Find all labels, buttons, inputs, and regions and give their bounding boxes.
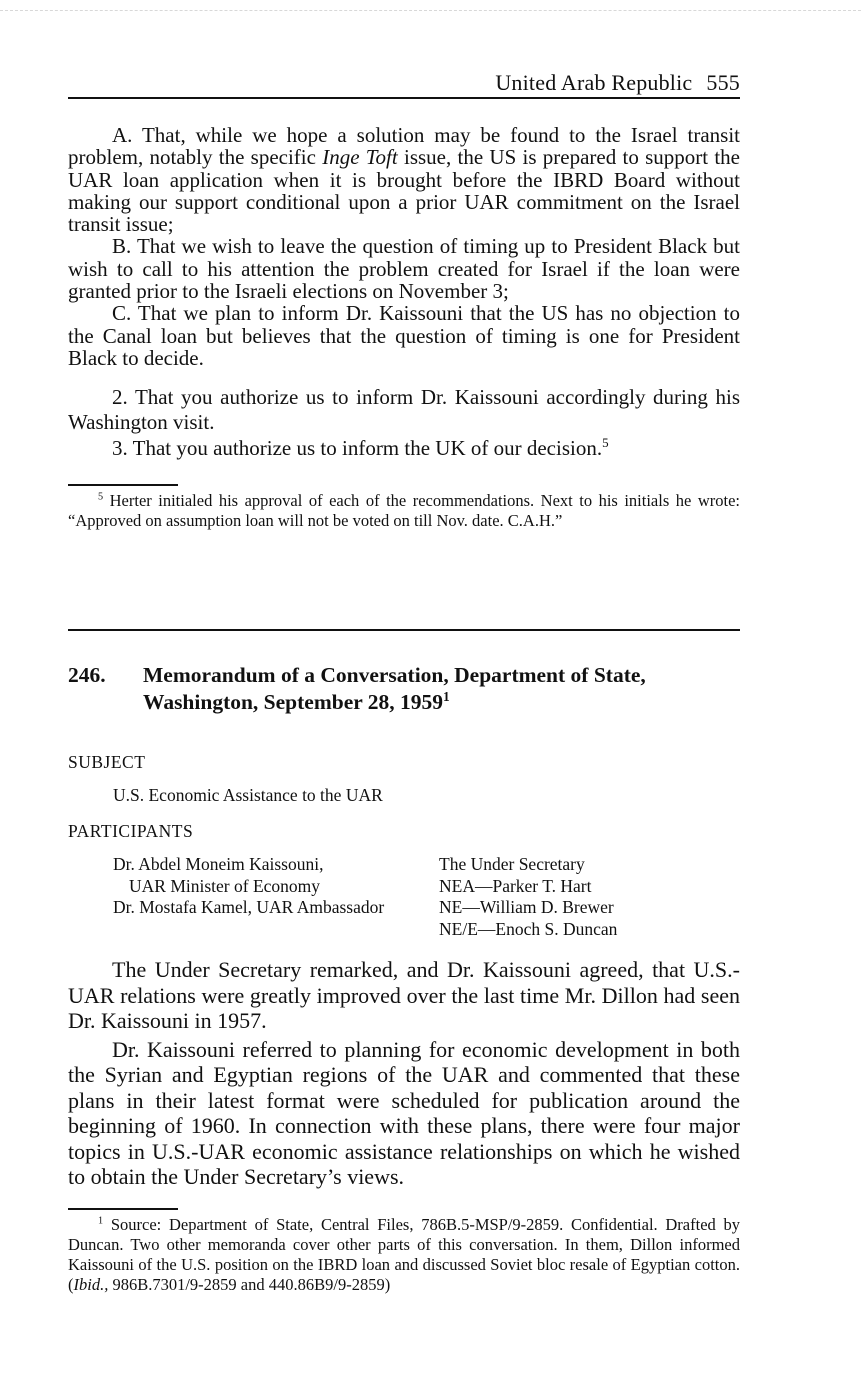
recommendation-b: B. That we wish to leave the question of timing up to President Black but wish to call to his attention the problem created for Israel if the loan were granted prior to the Israeli elections on November 3; xyxy=(68,234,740,304)
recommendation-3: 3. That you authorize us to inform the UK of our decision.$^5$ xyxy=(112,435,609,461)
recommendation-c: C. That we plan to inform Dr. Kaissouni that the US has no objection to the Canal loan but believes that the question of timing is one for President Black to decide. xyxy=(68,301,740,370)
document-heading xyxy=(68,662,740,716)
footnote-5: $^5$ Herter initialed his approval of each of the recommendations. Next to his initials he wrote: “Approved on assumption loan will not be voted on till Nov. date. C.A.H.” xyxy=(68,491,741,530)
footnote-5-block xyxy=(68,484,740,531)
recommendations xyxy=(68,124,740,460)
body-paragraph-2: Dr. Kaissouni referred to planning for economic development in both the Syrian and Egyptian regions of the UAR and commented that these plans in their latest format were scheduled for publication around the beginning of 1960. In connection with these plans, there were four major topics in U.S.-UAR economic assistance relationships on which he wished to obtain the Under Secretary’s views. xyxy=(68,1036,740,1189)
participant-title: UAR Minister of Economy xyxy=(129,875,321,896)
recommendation-2: 2. That you authorize us to inform Dr. Kaissouni accordingly during his Washington visit. xyxy=(68,385,740,435)
ship-name: Inge Toft xyxy=(322,145,398,170)
participants-label: PARTICIPANTS xyxy=(68,821,194,841)
participant: Dr. Mostafa Kamel, UAR Ambassador xyxy=(113,897,385,917)
page-number: 555 xyxy=(706,70,740,95)
footnote-1-marker: 1 xyxy=(98,1215,104,1227)
document-number: 246. xyxy=(68,663,106,687)
participants-block xyxy=(68,821,740,940)
footnote-rule xyxy=(68,1208,178,1210)
recommendation-a: A. That, while we hope a solution may be found to the Israel transit problem, notably the specific Inge Toft issue, the US is prepared to support the UAR loan application when it is brought before the IBRD Board without making our support conditional upon a prior UAR commitment on the Israel transit issue; xyxy=(68,123,740,237)
section-divider xyxy=(68,629,740,631)
participants-list xyxy=(68,854,740,940)
page-top-edge xyxy=(0,10,861,11)
memo-body xyxy=(68,957,740,1190)
document-title: Memorandum of a Conversation, Department of State, Washington, September 28, 1959$^1$ xyxy=(143,663,646,714)
participants-us xyxy=(439,854,739,940)
participant: The Under Secretary xyxy=(439,854,585,874)
body-paragraph-1: The Under Secretary remarked, and Dr. Kaissouni agreed, that U.S.-UAR relations were greatly improved over the last time Mr. Dillon had seen Dr. Kaissouni in 1957. xyxy=(68,957,740,1033)
header-title: United Arab Republic xyxy=(495,70,693,95)
participant: NE—William D. Brewer xyxy=(439,897,614,917)
footnote-ref-5[interactable]: 5 xyxy=(602,435,609,451)
footnote-5-marker: 5 xyxy=(98,491,104,503)
header-rule xyxy=(68,97,740,99)
subject-block xyxy=(68,752,740,807)
participant: NEA—Parker T. Hart xyxy=(439,875,592,896)
subject-label: SUBJECT xyxy=(68,752,146,772)
running-header xyxy=(68,70,740,96)
footnote-rule xyxy=(68,484,178,486)
footnote-ref-1[interactable]: 1 xyxy=(443,688,450,704)
participants-uar xyxy=(68,854,439,940)
footnote-1-block xyxy=(68,1208,740,1295)
footnote-1: $^1$ Source: Department of State, Central Files, 786B.5-MSP/9-2859. Confidential. Drafted by Duncan. Two other memoranda cover other parts of this conversation. In them, Dillon informed Kaissouni of the U.S. position on the IBRD loan and discussed Soviet bloc resale of Egyptian cotton. (Ibid., 986B.7301/9-2859 and 440.86B9/9-2859) xyxy=(68,1215,741,1294)
participant: NE/E—Enoch S. Duncan xyxy=(439,918,618,939)
participant: Dr. Abdel Moneim Kaissouni, xyxy=(113,854,324,874)
subject-text: U.S. Economic Assistance to the UAR xyxy=(113,785,383,805)
